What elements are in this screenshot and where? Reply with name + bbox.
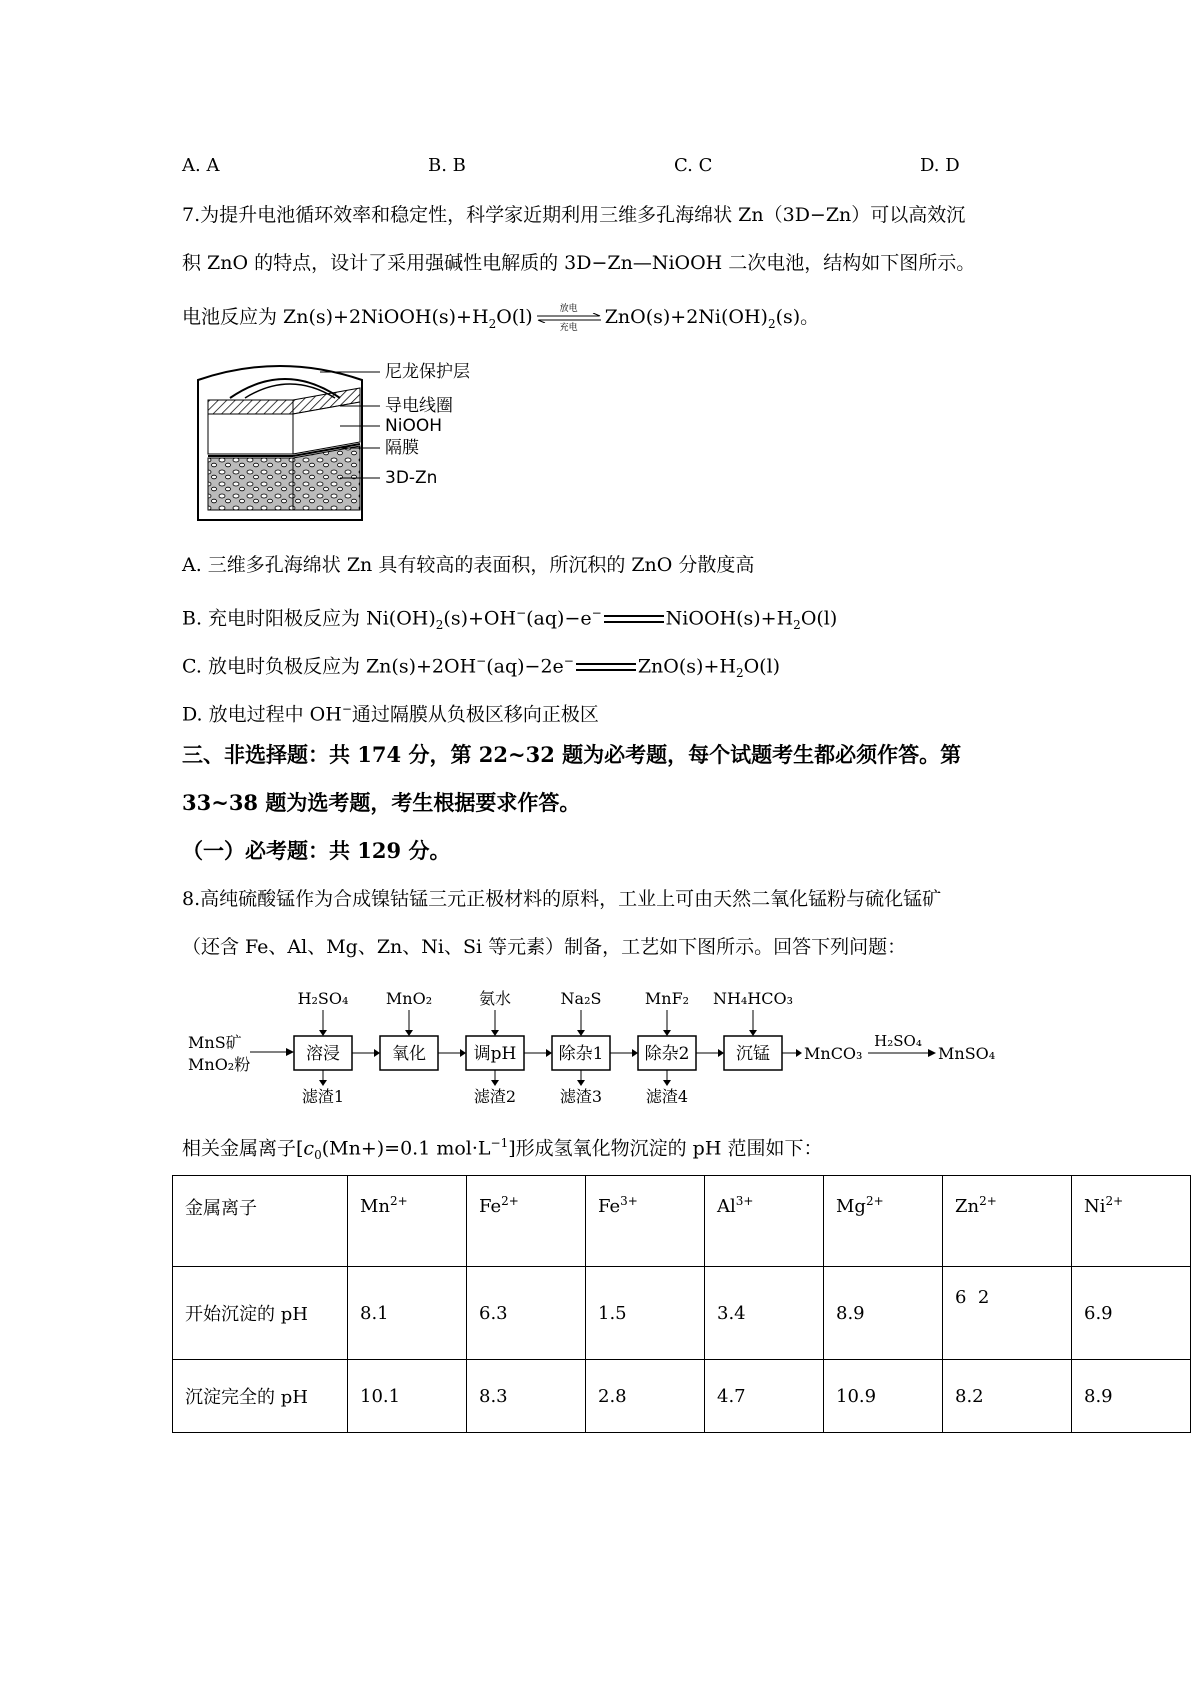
step-impurity-1: 除杂1 bbox=[558, 1044, 604, 1064]
table-cell: 8.1 bbox=[348, 1267, 467, 1360]
equals-double-line bbox=[576, 663, 636, 671]
arrow-discharge-label: 放电 bbox=[559, 304, 578, 314]
reagent-h2so4: H₂SO₄ bbox=[297, 989, 349, 1008]
row-label-complete: 沉淀完全的 pH bbox=[173, 1360, 348, 1433]
battery-structure-figure bbox=[190, 360, 530, 540]
opt-c-part2: (aq)−2e bbox=[486, 655, 564, 678]
opt-c-part4: O(l) bbox=[743, 655, 781, 678]
intro-part1: 相关金属离子[ bbox=[182, 1137, 304, 1160]
reagent-mno2: MnO₂ bbox=[385, 989, 433, 1008]
residue-4: 滤渣4 bbox=[645, 1087, 689, 1105]
option-c[interactable]: C. C bbox=[674, 155, 713, 176]
residue-3: 滤渣3 bbox=[559, 1087, 603, 1105]
reagent-final-h2so4: H₂SO₄ bbox=[874, 1032, 922, 1050]
ion-fe3: $Fe^{3+}$ bbox=[586, 1176, 705, 1267]
ion-zn2: $Zn^{2+}$ bbox=[943, 1176, 1072, 1267]
table-cell: 6.9 bbox=[1072, 1267, 1191, 1360]
option-a[interactable]: A. A bbox=[182, 155, 220, 176]
reaction-prefix: 电池反应为 Zn(s)+2NiOOH(s)+H bbox=[182, 306, 489, 328]
table-header-row bbox=[173, 1176, 1191, 1267]
section-title-line1: 三、非选择题：共 174 分，第 22~32 题为必考题，每个试题考生都必须作答。第 bbox=[182, 742, 962, 767]
step-impurity-2: 除杂2 bbox=[644, 1044, 690, 1064]
reaction-suffix-b: (s)。 bbox=[775, 306, 820, 328]
q8-line2: （还含 Fe、Al、Mg、Zn、Ni、Si 等元素）制备，工艺如下图所示。回答下列问题： bbox=[182, 936, 907, 958]
step-oxidize: 氧化 bbox=[392, 1044, 426, 1064]
q7-line2: 积 ZnO 的特点，设计了采用强碱性电解质的 3D−Zn—NiOOH 二次电池，结构如下图所示。 bbox=[182, 252, 976, 274]
label-nylon: 尼龙保护层 bbox=[385, 362, 470, 382]
step-dissolve: 溶浸 bbox=[306, 1044, 340, 1064]
label-niooh: NiOOH bbox=[385, 416, 442, 436]
opt-b-part5: O(l) bbox=[800, 607, 838, 630]
table-row bbox=[173, 1267, 1191, 1360]
reagent-mnf2: MnF₂ bbox=[644, 989, 690, 1008]
q7-option-c[interactable]: C. 放电时负极反应为 Zn(s)+2OH−(aq)−2e− $ZnO(s)+H_2O(l)$ bbox=[182, 654, 781, 681]
table-cell: 3.4 bbox=[705, 1267, 824, 1360]
table-cell: 6 2 bbox=[943, 1267, 1072, 1360]
table-cell: 2.8 bbox=[586, 1360, 705, 1433]
flowchart-icon bbox=[188, 980, 1008, 1105]
q7-option-b[interactable]: B. 充电时阳极反应为 $Ni(OH)_2(s)+OH^-(aq)-e^-$ $NiOOH(s)+H_2O(l)$ bbox=[182, 606, 838, 633]
table-cell: 8.2 bbox=[943, 1360, 1072, 1433]
reagent-ammonia: 氨水 bbox=[478, 989, 512, 1008]
table-intro bbox=[182, 1128, 822, 1170]
previous-question-options bbox=[182, 155, 1002, 185]
label-coil: 导电线圈 bbox=[385, 396, 453, 416]
label-membrane: 隔膜 bbox=[385, 438, 419, 458]
ion-al3: $Al^{3+}$ bbox=[705, 1176, 824, 1267]
arrow-charge-label: 充电 bbox=[559, 323, 578, 333]
step-adjust-ph: 调pH bbox=[473, 1044, 517, 1064]
intro-part2: (Mn+)=0.1 mol·L bbox=[321, 1137, 491, 1160]
battery-diagram-icon bbox=[190, 360, 530, 540]
opt-b-part1: B. 充电时阳极反应为 Ni(OH) bbox=[182, 607, 436, 630]
process-flow-diagram bbox=[188, 980, 1008, 1105]
flow-input-2: MnO₂粉 bbox=[188, 1055, 251, 1074]
table-cell: 10.9 bbox=[824, 1360, 943, 1433]
header-label: 金属离子 bbox=[173, 1176, 348, 1267]
equals-double-line bbox=[604, 615, 664, 623]
section-subtitle: （一）必考题：共 129 分。 bbox=[182, 838, 451, 863]
intro-part3: ]形成氢氧化物沉淀的 pH 范围如下： bbox=[508, 1137, 823, 1160]
q7-reaction: 电池反应为 $Zn(s)+2NiOOH(s)+H_2O(l)$ 放电 充电 $ZnO(s)+2Ni(OH)_2(s)$。 bbox=[182, 304, 820, 333]
reagent-na2s: Na₂S bbox=[560, 989, 602, 1008]
intro-sub: 0 bbox=[314, 1148, 322, 1163]
opt-c-part3: ZnO(s)+H bbox=[637, 655, 736, 678]
step-precipitate-mn: 沉锰 bbox=[736, 1044, 770, 1064]
product-mnco3: MnCO₃ bbox=[804, 1044, 863, 1063]
ion-ni2: $Ni^{2+}$ bbox=[1072, 1176, 1191, 1267]
q7-option-d[interactable]: D. 放电过程中 OH−通过隔膜从负极区移向正极区 bbox=[182, 702, 599, 726]
reversible-arrow bbox=[535, 304, 603, 332]
option-d[interactable]: D. D bbox=[920, 155, 960, 176]
table-cell: 1.5 bbox=[586, 1267, 705, 1360]
residue-1: 滤渣1 bbox=[301, 1087, 345, 1105]
table-cell: 8.9 bbox=[1072, 1360, 1191, 1433]
table-cell: 8.3 bbox=[467, 1360, 586, 1433]
opt-d-part1: D. 放电过程中 OH bbox=[182, 703, 342, 726]
reagent-nh4hco3: NH₄HCO₃ bbox=[712, 989, 794, 1008]
opt-c-part1: C. 放电时负极反应为 Zn(s)+2OH bbox=[182, 655, 477, 678]
ion-mg2: $Mg^{2+}$ bbox=[824, 1176, 943, 1267]
table-cell: 4.7 bbox=[705, 1360, 824, 1433]
option-b[interactable]: B. B bbox=[428, 155, 466, 176]
opt-b-part2: (s)+OH bbox=[443, 607, 517, 630]
section-title-line2: 33~38 题为选考题，考生根据要求作答。 bbox=[182, 790, 581, 815]
table-row bbox=[173, 1360, 1191, 1433]
table-cell: 10.1 bbox=[348, 1360, 467, 1433]
q8-line1: 8.高纯硫酸锰作为合成镍钴锰三元正极材料的原料，工业上可由天然二氧化锰粉与硫化锰矿 bbox=[182, 888, 942, 910]
opt-b-part4: NiOOH(s)+H bbox=[665, 607, 794, 630]
residue-2: 滤渣2 bbox=[473, 1087, 517, 1105]
label-3d-zn: 3D-Zn bbox=[385, 468, 438, 488]
ph-range-table bbox=[172, 1175, 1191, 1433]
row-label-start: 开始沉淀的 pH bbox=[173, 1267, 348, 1360]
intro-sup: −1 bbox=[490, 1136, 509, 1150]
q7-line1: 7.为提升电池循环效率和稳定性，科学家近期利用三维多孔海绵状 Zn（3D−Zn）可以高效沉 bbox=[182, 204, 966, 226]
ion-fe2: $Fe^{2+}$ bbox=[467, 1176, 586, 1267]
opt-b-part3: (aq)−e bbox=[526, 607, 592, 630]
opt-d-part2: 通过隔膜从负极区移向正极区 bbox=[351, 703, 599, 726]
intro-c: c bbox=[303, 1137, 315, 1160]
reaction-suffix-a: ZnO(s)+2Ni(OH) bbox=[604, 306, 768, 328]
table-cell: 6.3 bbox=[467, 1267, 586, 1360]
flow-input-1: MnS矿 bbox=[188, 1033, 242, 1052]
product-mnso4: MnSO₄ bbox=[938, 1044, 996, 1063]
table-cell: 8.9 bbox=[824, 1267, 943, 1360]
ion-mn2: $Mn^{2+}$ bbox=[348, 1176, 467, 1267]
q7-option-a[interactable]: A. 三维多孔海绵状 Zn 具有较高的表面积，所沉积的 ZnO 分散度高 bbox=[182, 554, 755, 576]
reaction-mid: O(l) bbox=[496, 306, 533, 328]
